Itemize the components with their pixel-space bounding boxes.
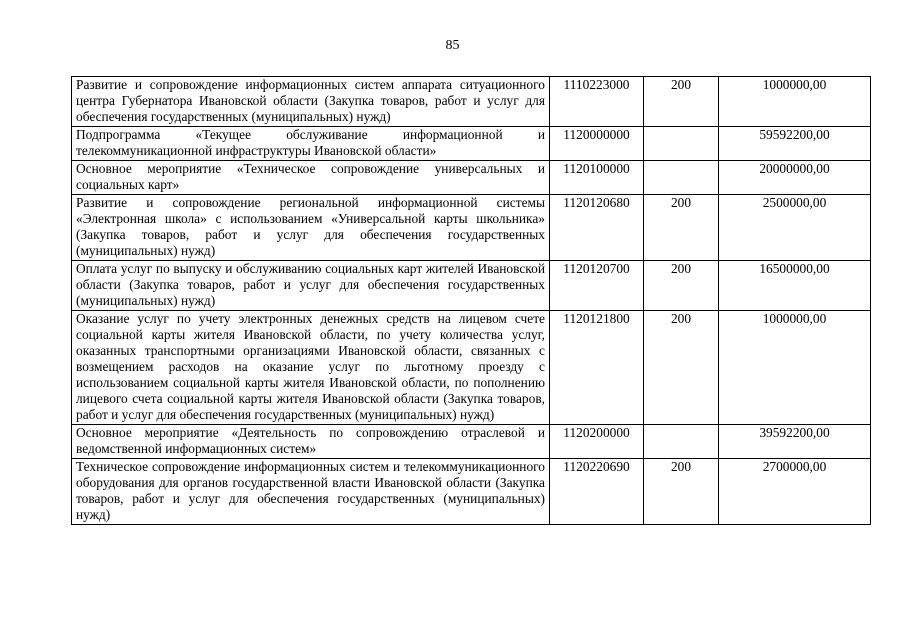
expense-type-cell: 200 xyxy=(644,77,719,127)
table-row xyxy=(72,77,871,127)
expense-type-cell: 200 xyxy=(644,261,719,311)
expense-name-cell: Развитие и сопровождение информационных систем аппарата ситуационного центра Губернатора Ивановской области (Закупка товаров, работ и услуг для обеспечения государственных (муниципальных) нужд) xyxy=(72,77,550,127)
amount-cell: 20000000,00 xyxy=(719,161,871,195)
target-code-cell: 1120220690 xyxy=(550,459,644,525)
expense-name-cell: Оплата услуг по выпуску и обслуживанию социальных карт жителей Ивановской области (Закупка товаров, работ и услуг для обеспечения государственных (муниципальных) нужд) xyxy=(72,261,550,311)
table-row xyxy=(72,195,871,261)
expense-name-cell: Основное мероприятие «Техническое сопровождение универсальных и социальных карт» xyxy=(72,161,550,195)
target-code-cell: 1120120700 xyxy=(550,261,644,311)
expense-name-cell: Подпрограмма «Текущее обслуживание информационной и телекоммуникационной инфраструктуры Ивановской области» xyxy=(72,127,550,161)
table-row xyxy=(72,161,871,195)
expense-type-cell: 200 xyxy=(644,195,719,261)
expense-name-cell: Оказание услуг по учету электронных денежных средств на лицевом счете социальной карты жителя Ивановской области, по учету количества услуг, оказанных транспортными организациями Ивановской области, связанных с возмещением расходов на оказание услуг по льготному проезду с использованием социальной карты жителя Ивановской области, по пополнению лицевого счета социальной карты жителя Ивановской области (Закупка товаров, работ и услуг для обеспечения государственных (муниципальных) нужд) xyxy=(72,311,550,425)
target-code-cell: 1110223000 xyxy=(550,77,644,127)
expense-name-cell: Развитие и сопровождение региональной информационной системы «Электронная школа» с использованием «Универсальной карты школьника» (Закупка товаров, работ и услуг для обеспечения государственных (муниципальных) нужд) xyxy=(72,195,550,261)
target-code-cell: 1120000000 xyxy=(550,127,644,161)
amount-cell: 16500000,00 xyxy=(719,261,871,311)
target-code-cell: 1120120680 xyxy=(550,195,644,261)
expense-type-cell xyxy=(644,127,719,161)
expense-type-cell: 200 xyxy=(644,459,719,525)
table-row xyxy=(72,261,871,311)
table-row xyxy=(72,127,871,161)
expense-name-cell: Основное мероприятие «Деятельность по сопровождению отраслевой и ведомственной информационных систем» xyxy=(72,425,550,459)
amount-cell: 2500000,00 xyxy=(719,195,871,261)
target-code-cell: 1120100000 xyxy=(550,161,644,195)
budget-table xyxy=(71,76,871,525)
expense-type-cell: 200 xyxy=(644,311,719,425)
expense-name-cell: Техническое сопровождение информационных систем и телекоммуникационного оборудования для органов государственной власти Ивановской области (Закупка товаров, работ и услуг для обеспечения государственных (муниципальных) нужд) xyxy=(72,459,550,525)
amount-cell: 1000000,00 xyxy=(719,77,871,127)
amount-cell: 59592200,00 xyxy=(719,127,871,161)
amount-cell: 39592200,00 xyxy=(719,425,871,459)
amount-cell: 2700000,00 xyxy=(719,459,871,525)
target-code-cell: 1120200000 xyxy=(550,425,644,459)
page-number: 85 xyxy=(445,38,460,53)
table-row xyxy=(72,311,871,425)
expense-type-cell xyxy=(644,161,719,195)
table-row xyxy=(72,459,871,525)
table-row xyxy=(72,425,871,459)
amount-cell: 1000000,00 xyxy=(719,311,871,425)
target-code-cell: 1120121800 xyxy=(550,311,644,425)
expense-type-cell xyxy=(644,425,719,459)
